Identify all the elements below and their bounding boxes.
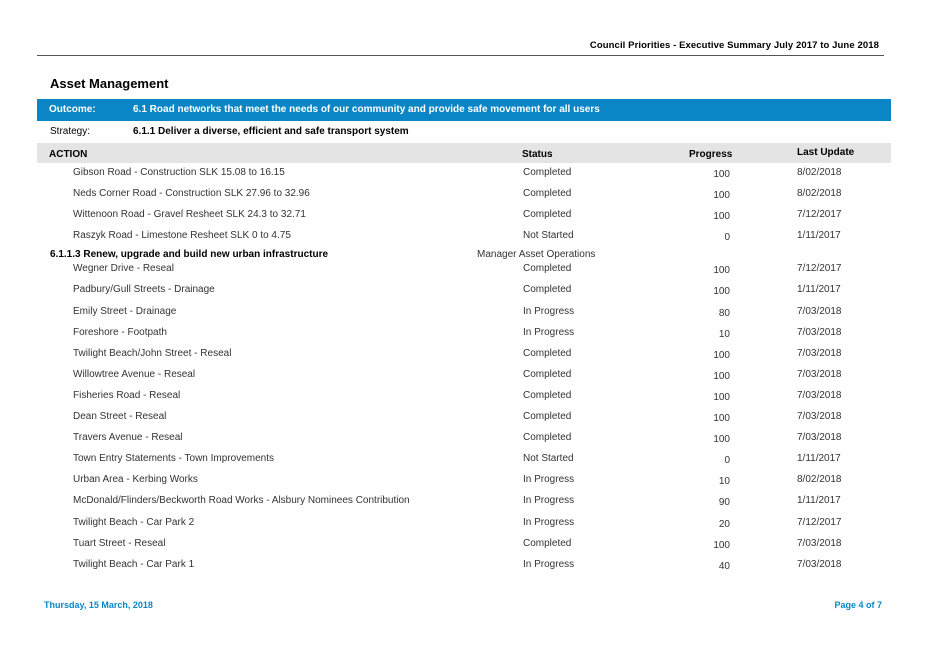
row-action: Urban Area - Kerbing Works [73, 474, 198, 486]
action-table [0, 163, 928, 576]
column-header-status: Status [522, 149, 553, 160]
row-status: Completed [523, 209, 572, 221]
row-progress: 90 [718, 497, 730, 509]
row-status: In Progress [523, 305, 575, 317]
row-action: Twilight Beach - Car Park 1 [73, 558, 195, 570]
row-last-update: 7/12/2017 [797, 516, 842, 528]
section-title: Asset Management [50, 76, 169, 91]
row-last-update: 7/03/2018 [797, 305, 842, 317]
report-title: Council Priorities - Executive Summary July 2017 to June 2018 [589, 40, 879, 51]
row-action: Gibson Road - Construction SLK 15.08 to 16.15 [73, 167, 285, 178]
row-status: In Progress [523, 326, 575, 338]
outcome-bar [37, 99, 891, 121]
row-action: Neds Corner Road - Construction SLK 27.96 to 32.96 [73, 188, 310, 200]
row-status: Completed [523, 537, 572, 549]
table-row [0, 184, 928, 205]
row-action: Padbury/Gull Streets - Drainage [73, 284, 215, 296]
row-status: Completed [523, 263, 572, 275]
strategy-text: 6.1.1 Deliver a diverse, efficient and safe transport system [133, 126, 409, 137]
table-row [0, 344, 928, 365]
footer-page-number: Page 4 of 7 [834, 600, 882, 610]
table-row [0, 205, 928, 226]
table-row [0, 259, 928, 280]
row-last-update: 8/02/2018 [797, 188, 842, 200]
row-progress: 10 [718, 328, 730, 340]
table-row [0, 470, 928, 491]
row-action: Wittenoon Road - Gravel Resheet SLK 24.3 to 32.71 [73, 209, 306, 221]
outcome-label: Outcome: [49, 104, 96, 115]
table-row [0, 534, 928, 555]
row-progress: 100 [713, 434, 730, 446]
column-header-last-update: Last Update [797, 147, 855, 158]
table-row [0, 226, 928, 247]
row-action: Raszyk Road - Limestone Resheet SLK 0 to 4.75 [73, 230, 291, 242]
row-status: Not Started [523, 453, 574, 465]
row-last-update: 7/03/2018 [797, 368, 842, 380]
row-status: Completed [523, 432, 572, 444]
row-action: Twilight Beach/John Street - Reseal [73, 347, 232, 359]
subgroup-owner: Manager Asset Operations [477, 249, 596, 261]
table-row [0, 386, 928, 407]
row-action: Twilight Beach - Car Park 2 [73, 516, 195, 528]
row-last-update: 1/11/2017 [797, 453, 841, 465]
row-status: Completed [523, 284, 572, 296]
row-action: Emily Street - Drainage [73, 305, 177, 317]
table-row [0, 555, 928, 576]
row-progress: 100 [713, 211, 730, 223]
row-action: Foreshore - Footpath [73, 326, 167, 338]
table-row [0, 428, 928, 449]
row-progress: 80 [718, 307, 730, 319]
row-progress: 100 [713, 190, 730, 202]
row-last-update: 7/03/2018 [797, 347, 842, 359]
row-status: Completed [523, 411, 572, 423]
table-row [0, 163, 928, 184]
row-last-update: 7/03/2018 [797, 537, 842, 549]
row-action: Travers Avenue - Reseal [73, 432, 183, 444]
row-last-update: 8/02/2018 [797, 167, 842, 178]
row-progress: 40 [718, 560, 730, 572]
table-row [0, 407, 928, 428]
subgroup-header [0, 247, 928, 259]
row-progress: 0 [724, 232, 730, 244]
strategy-label: Strategy: [50, 126, 91, 137]
table-row [0, 491, 928, 512]
table-row [0, 280, 928, 301]
header-divider [37, 55, 884, 56]
row-last-update: 1/11/2017 [797, 230, 841, 242]
row-progress: 10 [718, 476, 730, 488]
row-last-update: 7/03/2018 [797, 326, 842, 338]
row-progress: 20 [718, 518, 730, 530]
row-last-update: 7/03/2018 [797, 389, 842, 401]
table-row [0, 302, 928, 323]
row-status: In Progress [523, 474, 575, 486]
row-status: Not Started [523, 230, 574, 242]
row-status: Completed [523, 188, 572, 200]
outcome-text: 6.1 Road networks that meet the needs of our community and provide safe movement for all users [133, 104, 600, 115]
row-action: McDonald/Flinders/Beckworth Road Works - Alsbury Nominees Contribution [73, 495, 410, 507]
row-progress: 100 [713, 391, 730, 403]
row-progress: 100 [713, 539, 730, 551]
column-header-progress: Progress [689, 149, 733, 160]
row-action: Dean Street - Reseal [73, 411, 167, 423]
table-row [0, 449, 928, 470]
column-header-action: ACTION [49, 149, 88, 160]
row-progress: 100 [713, 265, 730, 277]
row-progress: 100 [713, 286, 730, 298]
footer-date: Thursday, 15 March, 2018 [44, 600, 153, 610]
row-status: Completed [523, 347, 572, 359]
row-last-update: 1/11/2017 [797, 284, 841, 296]
row-status: Completed [523, 389, 572, 401]
row-last-update: 7/03/2018 [797, 558, 842, 570]
table-row [0, 513, 928, 534]
row-last-update: 7/12/2017 [797, 209, 842, 221]
table-row [0, 365, 928, 386]
row-action: Wegner Drive - Reseal [73, 263, 174, 275]
row-action: Willowtree Avenue - Reseal [73, 368, 196, 380]
row-progress: 0 [724, 455, 730, 467]
row-status: In Progress [523, 558, 575, 570]
row-status: In Progress [523, 495, 575, 507]
row-status: Completed [523, 368, 572, 380]
row-action: Fisheries Road - Reseal [73, 389, 181, 401]
row-last-update: 7/03/2018 [797, 411, 842, 423]
row-status: Completed [523, 167, 572, 178]
row-last-update: 7/12/2017 [797, 263, 842, 275]
table-row [0, 323, 928, 344]
row-progress: 100 [713, 413, 730, 425]
row-last-update: 8/02/2018 [797, 474, 842, 486]
strategy-row [37, 121, 891, 143]
row-progress: 100 [713, 370, 730, 382]
row-last-update: 1/11/2017 [797, 495, 841, 507]
table-header [37, 143, 891, 163]
row-last-update: 7/03/2018 [797, 432, 842, 444]
row-action: Town Entry Statements - Town Improvements [73, 453, 275, 465]
row-status: In Progress [523, 516, 575, 528]
subgroup-title: 6.1.1.3 Renew, upgrade and build new urban infrastructure [50, 249, 329, 261]
row-progress: 100 [713, 349, 730, 361]
row-action: Tuart Street - Reseal [73, 537, 166, 549]
row-progress: 100 [713, 169, 730, 180]
